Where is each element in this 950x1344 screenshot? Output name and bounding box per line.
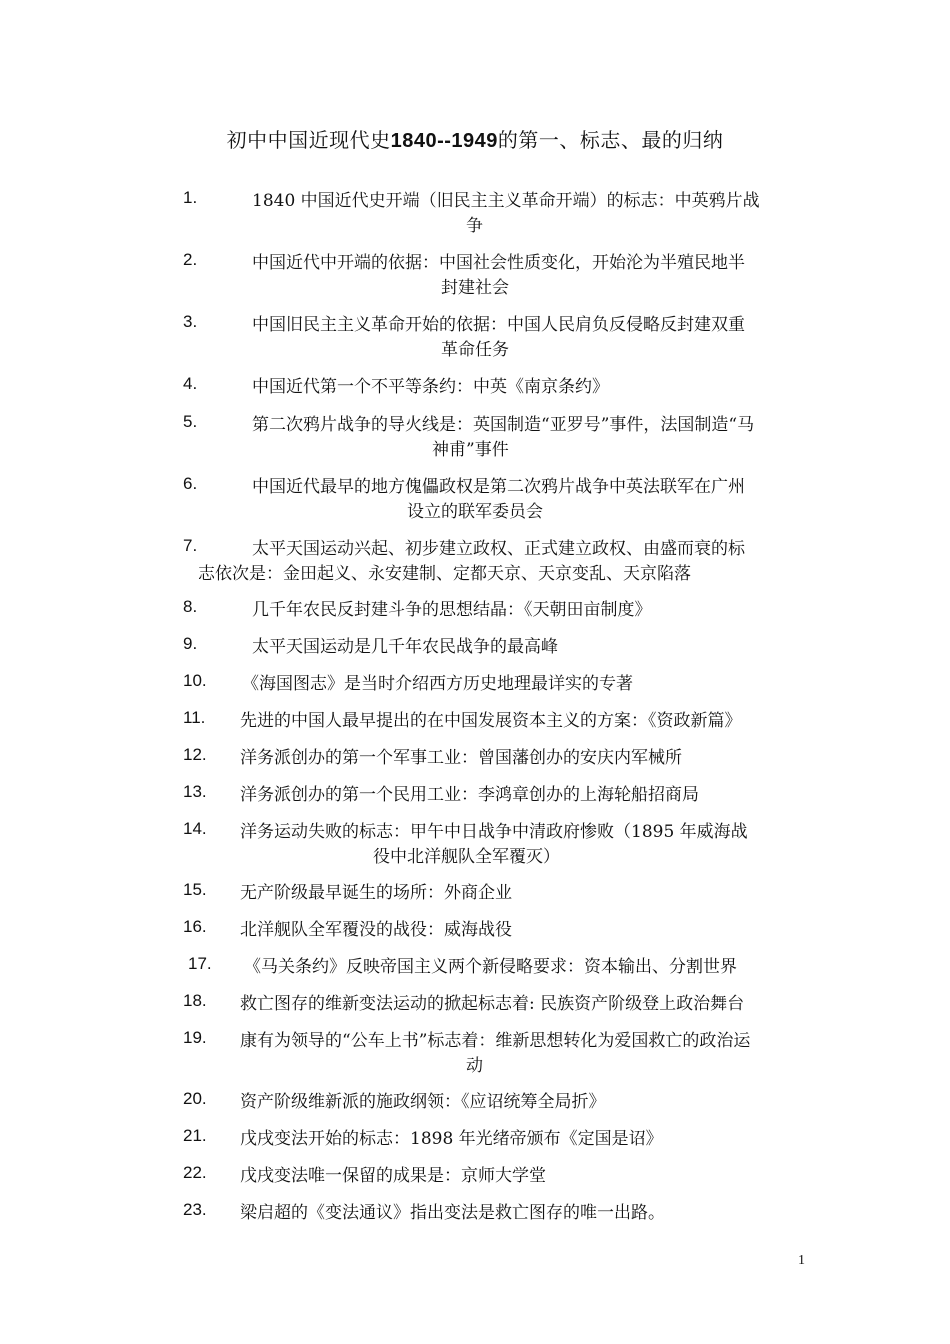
item-number: 12. xyxy=(183,745,207,764)
item-number: 16. xyxy=(183,917,207,936)
item-text: 太平天国运动是几千年农民战争的最高峰 xyxy=(252,637,558,657)
item-text: 北洋舰队全军覆没的战役：威海战役 xyxy=(240,920,512,940)
item-text: 资产阶级维新派的施政纲领：《应诏统筹全局折》 xyxy=(240,1092,606,1112)
item-number: 7. xyxy=(183,536,198,555)
item-text: 戊戌变法唯一保留的成果是：京师大学堂 xyxy=(240,1166,546,1186)
item-text-continued: 革命任务 xyxy=(441,340,509,360)
item-number: 6. xyxy=(183,474,198,493)
title-years: 1840--1949 xyxy=(390,130,498,152)
item-number: 8. xyxy=(183,597,198,616)
item-text-continued: 神甫”事件 xyxy=(432,440,509,460)
item-text-continued: 争 xyxy=(466,216,483,236)
item-number: 3. xyxy=(183,312,198,331)
item-number: 11. xyxy=(183,708,206,727)
item-text-continued: 动 xyxy=(466,1056,483,1076)
page-number: 1 xyxy=(798,1253,805,1268)
item-text: 第二次鸦片战争的导火线是：英国制造“亚罗号”事件，法国制造“马 xyxy=(252,415,755,435)
document-title xyxy=(0,124,950,153)
item-number: 18. xyxy=(183,991,207,1010)
item-text-continued: 设立的联军委员会 xyxy=(407,502,543,522)
item-text: 中国近代第一个不平等条约：中英《南京条约》 xyxy=(252,377,609,397)
item-text: 洋务运动失败的标志：甲午中日战争中清政府惨败（1895 年威海战 xyxy=(240,822,748,842)
item-text-continued: 役中北洋舰队全军覆灭） xyxy=(373,847,560,867)
item-text: 中国近代中开端的依据：中国社会性质变化，开始沦为半殖民地半 xyxy=(252,253,745,273)
item-text: 1840 中国近代史开端（旧民主主义革命开端）的标志：中英鸦片战 xyxy=(252,191,760,211)
item-number: 21. xyxy=(183,1126,207,1145)
item-number: 1. xyxy=(183,188,198,207)
item-number: 14. xyxy=(183,819,207,838)
item-text: 《海国图志》是当时介绍西方历史地理最详实的专著 xyxy=(242,674,633,694)
item-text: 梁启超的《变法通议》指出变法是救亡图存的唯一出路。 xyxy=(240,1203,665,1223)
item-number: 17. xyxy=(188,954,212,973)
item-number: 15. xyxy=(183,880,207,899)
item-text: 康有为领导的“公车上书”标志着：维新思想转化为爱国救亡的政治运 xyxy=(240,1031,751,1051)
item-number: 22. xyxy=(183,1163,207,1182)
item-text: 戊戌变法开始的标志：1898 年光绪帝颁布《定国是诏》 xyxy=(240,1129,663,1149)
item-text: 无产阶级最早诞生的场所：外商企业 xyxy=(240,883,512,903)
item-number: 19. xyxy=(183,1028,207,1047)
item-text: 洋务派创办的第一个军事工业：曾国藩创办的安庆内军械所 xyxy=(240,748,682,768)
item-number: 4. xyxy=(183,374,198,393)
item-text: 太平天国运动兴起、初步建立政权、正式建立政权、由盛而衰的标 xyxy=(252,539,745,559)
item-number: 23. xyxy=(183,1200,207,1219)
item-text: 洋务派创办的第一个民用工业：李鸿章创办的上海轮船招商局 xyxy=(240,785,699,805)
item-text: 中国旧民主主义革命开始的依据：中国人民肩负反侵略反封建双重 xyxy=(252,315,745,335)
item-text: 先进的中国人最早提出的在中国发展资本主义的方案：《资政新篇》 xyxy=(240,711,742,731)
item-number: 10. xyxy=(183,671,207,690)
item-text-continued: 志依次是：金田起义、永安建制、定都天京、天京变乱、天京陷落 xyxy=(198,564,691,584)
item-text: 《马关条约》反映帝国主义两个新侵略要求：资本输出、分割世界 xyxy=(244,957,737,977)
item-text: 中国近代最早的地方傀儡政权是第二次鸦片战争中英法联军在广州 xyxy=(252,477,745,497)
item-number: 9. xyxy=(183,634,198,653)
item-number: 13. xyxy=(183,782,207,801)
item-number: 20. xyxy=(183,1089,207,1108)
item-number: 2. xyxy=(183,250,198,269)
title-suffix: 的第一、标志、最的归纳 xyxy=(497,128,724,152)
item-text-continued: 封建社会 xyxy=(441,278,509,298)
item-number: 5. xyxy=(183,412,198,431)
title-prefix: 初中中国近现代史 xyxy=(226,128,391,152)
item-text: 救亡图存的维新变法运动的掀起标志着: 民族资产阶级登上政治舞台 xyxy=(240,994,745,1014)
item-text: 几千年农民反封建斗争的思想结晶：《天朝田亩制度》 xyxy=(252,600,652,620)
